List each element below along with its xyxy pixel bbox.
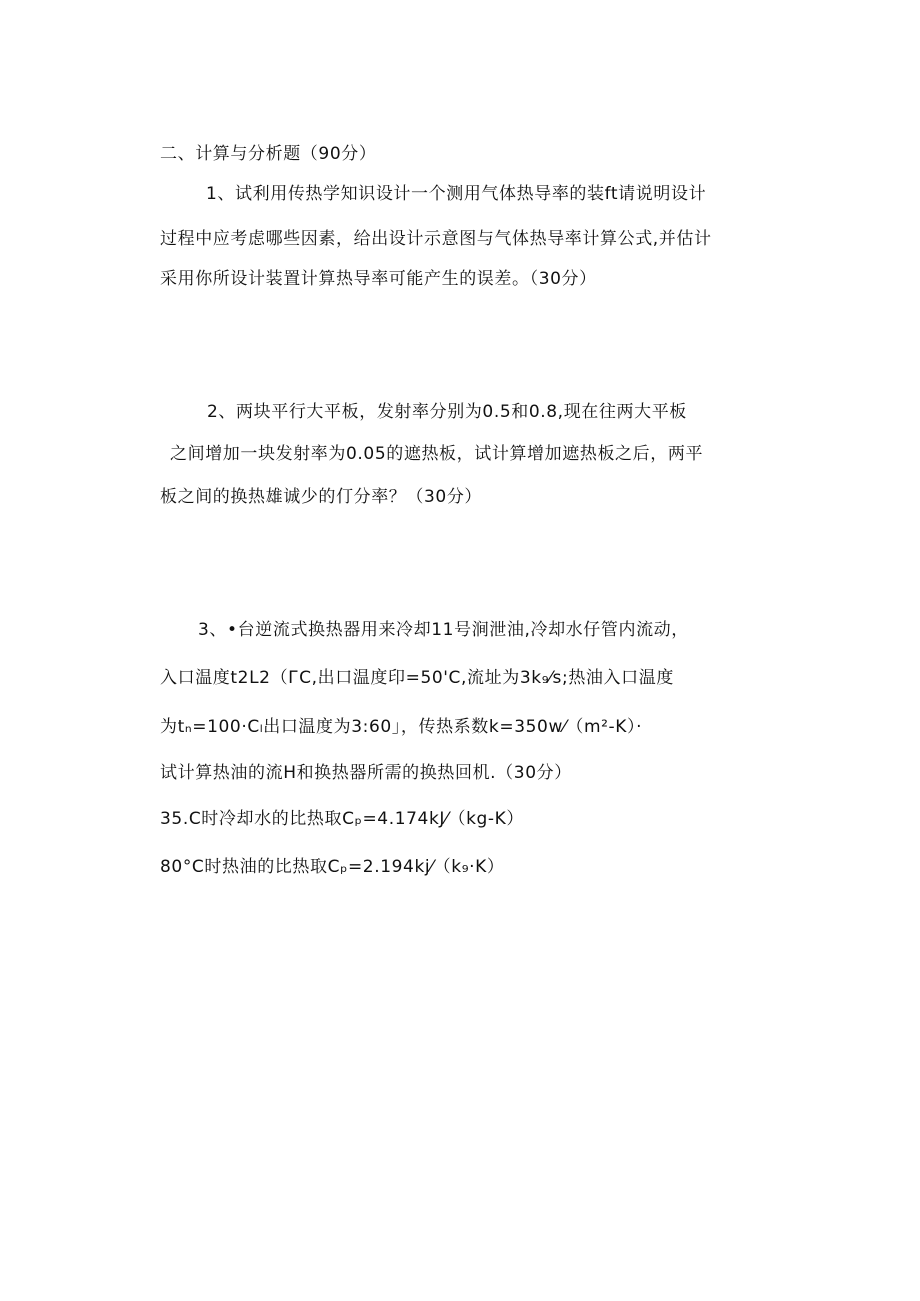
question-3-line-1: 3、•台逆流式换热器用来冷却11号涧泄油,冷却水仔管内流动， (198, 620, 689, 640)
question-2-line-3: 板之间的换热雄诚少的仃分率？（30分） (160, 487, 483, 507)
question-2-line-1: 2、两块平行大平板，发射率分别为0.5和0.8,现在往两大平板 (207, 402, 687, 422)
question-1-line-3: 采用你所设计装置计算热导率可能产生的误差。（30分） (160, 269, 597, 289)
question-3-line-2: 入口温度t2L2（ГC,出口温度印=50'C,流址为3k₉⁄s;热油入口温度 (160, 668, 674, 688)
section-heading: 二、计算与分析题（90分） (160, 144, 377, 164)
question-1-line-1: 1、试利用传热学知识设计一个测用气体热导率的装ft请说明设计 (206, 184, 707, 204)
question-3-line-5: 35.C时冷却水的比热取Cₚ=4.174kJ⁄（kg-K） (160, 809, 524, 829)
question-3-line-6: 80°C时热油的比热取Cₚ=2.194kj⁄（k₉·K） (160, 857, 505, 877)
question-3-line-3: 为tₙ=100·Cₗ出口温度为3:60」，传热系数k=350w⁄（m²-K）· (160, 717, 643, 737)
question-3-line-4: 试计算热油的流H和换热器所需的换热回机.（30分） (160, 763, 572, 783)
question-2-line-2: 之间增加一块发射率为0.05的遮热板，试计算增加遮热板之后，两平 (170, 444, 704, 464)
question-1-line-2: 过程中应考虑哪些因素，给出设计示意图与气体热导率计算公式,并估计 (160, 229, 712, 249)
